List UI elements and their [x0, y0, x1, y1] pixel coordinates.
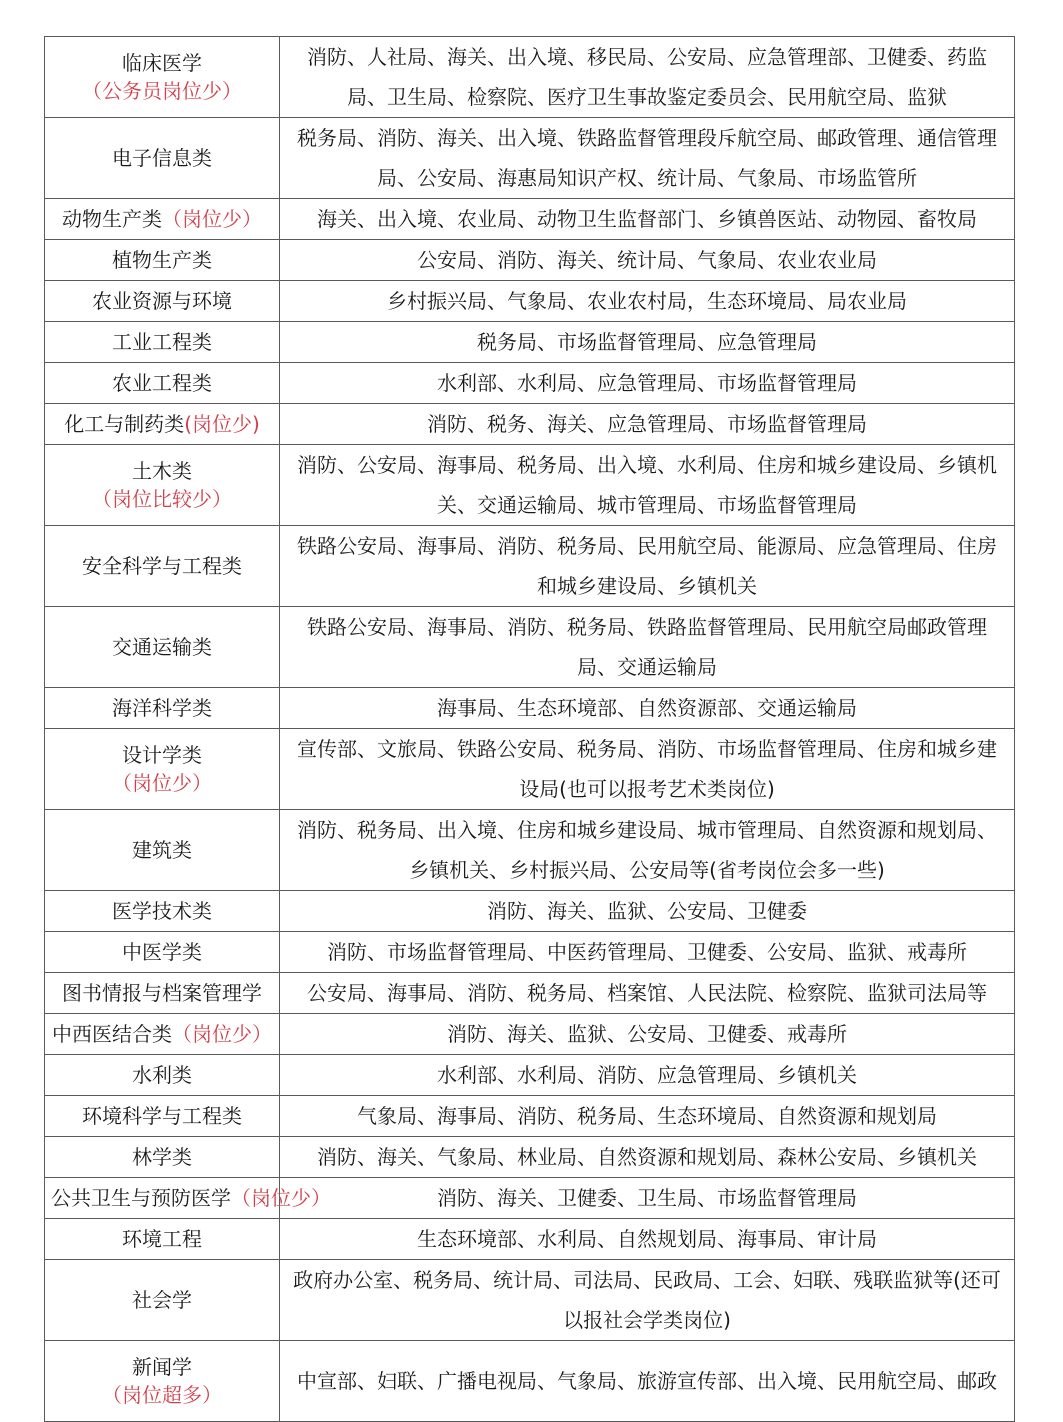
major-cell: [45, 1055, 280, 1096]
table-row: [45, 118, 1015, 199]
major-name: 社会学: [132, 1288, 192, 1312]
position-note: (岗位少): [184, 412, 260, 436]
departments-cell: 气象局、海事局、消防、税务局、生态环境局、自然资源和规划局: [280, 1096, 1015, 1137]
departments-cell: 消防、海关、监狱、公安局、卫健委: [280, 891, 1015, 932]
departments-cell: 生态环境部、水利局、自然规划局、海事局、审计局: [280, 1219, 1015, 1260]
position-note: （岗位少）: [162, 207, 262, 231]
major-cell: [45, 1137, 280, 1178]
major-cell: [45, 445, 280, 526]
departments-cell: 公安局、海事局、消防、税务局、档案馆、人民法院、检察院、监狱司法局等: [280, 973, 1015, 1014]
major-cell: [45, 891, 280, 932]
table-row: [45, 404, 1015, 445]
major-name: 医学技术类: [112, 899, 212, 923]
major-name: 图书情报与档案管理学: [62, 981, 262, 1005]
major-name: 建筑类: [132, 838, 192, 862]
table-row: [45, 932, 1015, 973]
table-row: [45, 729, 1015, 810]
departments-cell: 水利部、水利局、应急管理局、市场监督管理局: [280, 363, 1015, 404]
table-row: [45, 1178, 1015, 1219]
table-row: [45, 1341, 1015, 1422]
major-cell: [45, 526, 280, 607]
major-cell: [45, 363, 280, 404]
major-department-table: [44, 36, 1015, 1422]
table-row: [45, 1260, 1015, 1341]
table-row: [45, 281, 1015, 322]
departments-cell: 水利部、水利局、消防、应急管理局、乡镇机关: [280, 1055, 1015, 1096]
table-row: [45, 891, 1015, 932]
major-name: 农业工程类: [112, 371, 212, 395]
major-cell: [45, 810, 280, 891]
table-body: [45, 37, 1015, 1422]
major-name: 公共卫生与预防医学: [51, 1186, 231, 1210]
table-row: [45, 322, 1015, 363]
position-note: （公务员岗位少）: [82, 79, 242, 103]
table-row: [45, 1096, 1015, 1137]
major-cell: [45, 1178, 331, 1219]
major-cell: [45, 322, 280, 363]
departments-cell: 消防、税务局、出入境、住房和城乡建设局、城市管理局、自然资源和规划局、乡镇机关、乡村振兴局、公安局等(省考岗位会多一些): [280, 810, 1015, 891]
table-row: [45, 240, 1015, 281]
major-cell: [45, 1014, 280, 1055]
table-row: [45, 688, 1015, 729]
major-name: 土木类: [132, 459, 192, 483]
major-cell: [45, 240, 280, 281]
departments-cell: 海关、出入境、农业局、动物卫生监督部门、乡镇兽医站、动物园、畜牧局: [280, 199, 1015, 240]
major-name: 中西医结合类: [52, 1022, 172, 1046]
major-name: 水利类: [132, 1063, 192, 1087]
departments-cell: 中宣部、妇联、广播电视局、气象局、旅游宣传部、出入境、民用航空局、邮政: [280, 1341, 1015, 1422]
departments-cell: 消防、海关、气象局、林业局、自然资源和规划局、森林公安局、乡镇机关: [280, 1137, 1015, 1178]
major-name: 海洋科学类: [112, 696, 212, 720]
departments-cell: 消防、人社局、海关、出入境、移民局、公安局、应急管理部、卫健委、药监局、卫生局、检察院、医疗卫生事故鉴定委员会、民用航空局、监狱: [280, 37, 1015, 118]
major-cell: [45, 607, 280, 688]
table-row: [45, 1137, 1015, 1178]
position-note: （岗位超多）: [102, 1383, 222, 1407]
table-row: [45, 1055, 1015, 1096]
departments-cell: 铁路公安局、海事局、消防、税务局、民用航空局、能源局、应急管理局、住房和城乡建设局、乡镇机关: [280, 526, 1015, 607]
departments-cell: 乡村振兴局、气象局、农业农村局，生态环境局、局农业局: [280, 281, 1015, 322]
table-row: [45, 810, 1015, 891]
major-cell: [45, 729, 280, 810]
major-cell: [45, 973, 280, 1014]
table-row: [45, 1219, 1015, 1260]
departments-cell: 海事局、生态环境部、自然资源部、交通运输局: [280, 688, 1015, 729]
major-name: 临床医学: [122, 51, 202, 75]
major-name: 设计学类: [122, 743, 202, 767]
major-name: 农业资源与环境: [92, 289, 232, 313]
table-row: [45, 445, 1015, 526]
major-name: 林学类: [132, 1145, 192, 1169]
table-row: [45, 37, 1015, 118]
departments-cell: 税务局、消防、海关、出入境、铁路监督管理段斥航空局、邮政管理、通信管理局、公安局、海惠局知识产权、统计局、气象局、市场监管所: [280, 118, 1015, 199]
position-note: （岗位比较少）: [92, 487, 232, 511]
major-cell: [45, 688, 280, 729]
departments-cell: 宣传部、文旅局、铁路公安局、税务局、消防、市场监督管理局、住房和城乡建设局(也可以报考艺术类岗位): [280, 729, 1015, 810]
table-row: [45, 526, 1015, 607]
departments-cell: 消防、海关、卫健委、卫生局、市场监督管理局: [280, 1178, 1015, 1219]
major-cell: [45, 1096, 280, 1137]
departments-cell: 消防、公安局、海事局、税务局、出入境、水利局、住房和城乡建设局、乡镇机关、交通运输局、城市管理局、市场监督管理局: [280, 445, 1015, 526]
departments-cell: 消防、海关、监狱、公安局、卫健委、戒毒所: [280, 1014, 1015, 1055]
major-cell: [45, 118, 280, 199]
major-name: 化工与制药类: [64, 412, 185, 436]
major-name: 新闻学: [132, 1355, 192, 1379]
major-name: 动物生产类: [62, 207, 162, 231]
departments-cell: 公安局、消防、海关、统计局、气象局、农业农业局: [280, 240, 1015, 281]
departments-cell: 消防、市场监督管理局、中医药管理局、卫健委、公安局、监狱、戒毒所: [280, 932, 1015, 973]
major-cell: [45, 1260, 280, 1341]
table-row: [45, 607, 1015, 688]
position-note: （岗位少）: [112, 771, 212, 795]
major-name: 中医学类: [122, 940, 202, 964]
departments-cell: 税务局、市场监督管理局、应急管理局: [280, 322, 1015, 363]
major-name: 植物生产类: [112, 248, 212, 272]
departments-cell: 消防、税务、海关、应急管理局、市场监督管理局: [280, 404, 1015, 445]
major-cell: [45, 1341, 280, 1422]
departments-cell: 铁路公安局、海事局、消防、税务局、铁路监督管理局、民用航空局邮政管理局、交通运输局: [280, 607, 1015, 688]
major-name: 交通运输类: [112, 635, 212, 659]
major-cell: [45, 404, 280, 445]
major-cell: [45, 199, 280, 240]
major-name: 安全科学与工程类: [82, 554, 242, 578]
table-row: [45, 1014, 1015, 1055]
position-note: （岗位少）: [172, 1022, 272, 1046]
major-cell: [45, 281, 280, 322]
major-cell: [45, 1219, 280, 1260]
major-name: 工业工程类: [112, 330, 212, 354]
table-row: [45, 973, 1015, 1014]
table-row: [45, 199, 1015, 240]
major-name: 环境科学与工程类: [82, 1104, 242, 1128]
major-name: 电子信息类: [112, 146, 212, 170]
major-name: 环境工程: [122, 1227, 202, 1251]
major-cell: [45, 37, 280, 118]
departments-cell: 政府办公室、税务局、统计局、司法局、民政局、工会、妇联、残联监狱等(还可以报社会学类岗位): [280, 1260, 1015, 1341]
position-note: （岗位少）: [231, 1186, 331, 1210]
major-cell: [45, 932, 280, 973]
table-row: [45, 363, 1015, 404]
